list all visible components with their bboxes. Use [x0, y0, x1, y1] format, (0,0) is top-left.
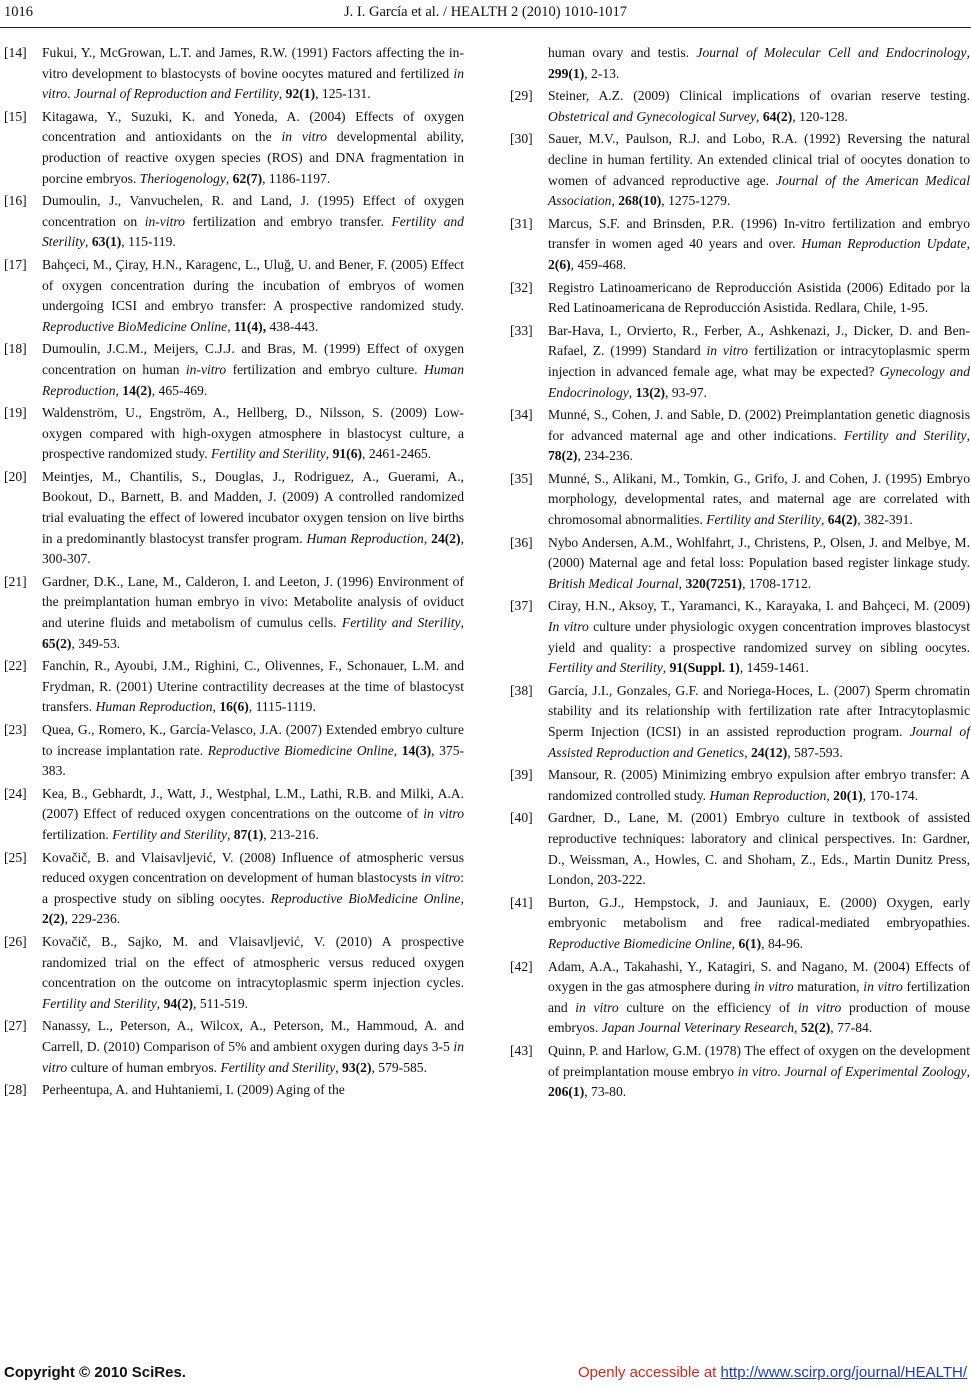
- italic-text: British Medical Journal: [548, 575, 679, 591]
- bold-text: 64(2): [827, 512, 858, 528]
- journal-link[interactable]: http://www.scirp.org/journal/HEALTH/: [720, 1364, 967, 1381]
- reference-text: [548, 45, 970, 81]
- plain-text: human ovary and testis.: [548, 45, 697, 60]
- plain-text: Kovačič, B. and Vlaisavljević, V. (2008) Influence of atmospheric versus reduced oxygen concentration on development of human blastocysts: [42, 849, 464, 886]
- plain-text: , 375-383.: [42, 742, 465, 779]
- italic-text: Journal of Assisted Reproduction and Genetics: [548, 724, 971, 760]
- italic-text: Human Reproduction: [709, 787, 827, 803]
- plain-text: culture of human embryos.: [67, 1059, 221, 1075]
- bold-text: 24(2): [431, 530, 461, 546]
- reference-text: [548, 535, 970, 591]
- italic-text: Reproductive BioMedicine Online: [42, 318, 228, 334]
- reference-number: [26]: [4, 933, 27, 949]
- bold-text: 13(2): [635, 384, 666, 400]
- reference-number: [20]: [4, 468, 27, 484]
- reference-entry: [510, 765, 970, 806]
- italic-text: Japan Journal Veterinary Research: [601, 1020, 795, 1036]
- italic-text: in vitro: [706, 343, 749, 359]
- reference-text: [548, 323, 970, 400]
- reference-entry: [510, 321, 970, 403]
- plain-text: culture on the efficiency of: [618, 999, 798, 1015]
- plain-text: Gardner, D.K., Lane, M., Calderon, I. and Leeton, J. (1996) Environment of the preimplantation human embryo in vivo: Metabolite analysis of oviduct and uterine fluids and metabolism of cumulus cells.: [42, 573, 464, 631]
- plain-text: , 579-585.: [371, 1059, 427, 1075]
- plain-text: ,: [628, 384, 636, 400]
- reference-entry: [510, 957, 970, 1039]
- reference-number: [43]: [510, 1042, 533, 1058]
- plain-text: ,: [966, 45, 970, 60]
- reference-entry: [4, 848, 464, 930]
- plain-text: , 1115-1119.: [248, 699, 316, 715]
- plain-text: Adam, A.A., Takahashi, Y., Katagiri, S. and Nagano, M. (2004) Effects of oxygen in the gas atmosphere during: [548, 958, 970, 995]
- plain-text: ,: [460, 890, 464, 906]
- plain-text: Dumoulin, J.C.M., Meijers, C.J.J. and Bras, M. (1999) Effect of oxygen concentration on human: [42, 341, 464, 377]
- plain-text: fertilization and: [548, 979, 970, 1015]
- bold-text: 268(10): [618, 193, 662, 209]
- plain-text: ,: [611, 193, 619, 209]
- plain-text: , 213-216.: [263, 826, 319, 842]
- plain-text: Quea, G., Romero, K., García-Velasco, J.A. (2007) Extended embryo culture to increase implantation rate.: [42, 722, 464, 758]
- reference-entry: [510, 893, 970, 955]
- reference-entry: [510, 469, 970, 531]
- reference-entry: [4, 43, 464, 105]
- plain-text: fertilization.: [42, 826, 113, 842]
- plain-text: fertilization or intracytoplasmic sperm injection in advanced female age, what may be expected?: [548, 343, 970, 379]
- reference-text: [548, 471, 970, 527]
- reference-entry: [4, 1016, 464, 1078]
- reference-entry: [510, 596, 970, 678]
- plain-text: , 465-469.: [151, 382, 208, 398]
- reference-entry: [510, 278, 970, 319]
- page-number: 1016: [4, 4, 33, 20]
- reference-number: [41]: [510, 894, 533, 910]
- plain-text: fertilization and embryo transfer.: [184, 213, 392, 229]
- plain-text: Kitagawa, Y., Suzuki, K. and Yoneda, A. (2004) Effects of oxygen concentration and antioxidants on the: [42, 108, 464, 145]
- bold-text: 52(2): [800, 1020, 831, 1036]
- plain-text: Dumoulin, J., Vanvuchelen, R. and Land, J. (1995) Effect of oxygen concentration on: [42, 193, 464, 229]
- italic-text: Human Reproduction: [306, 530, 424, 546]
- reference-text: [42, 1082, 345, 1097]
- plain-text: , 234-236.: [577, 448, 633, 464]
- plain-text: ,: [423, 530, 432, 546]
- reference-entry: [4, 572, 464, 654]
- plain-text: , 73-80.: [584, 1084, 627, 1100]
- reference-text: [42, 45, 464, 101]
- reference-text: [548, 280, 970, 316]
- plain-text: , 1459-1461.: [739, 660, 809, 676]
- reference-text: [548, 683, 970, 760]
- italic-text: in vitro: [797, 999, 842, 1015]
- access-text: Openly accessible at: [577, 1364, 721, 1381]
- plain-text: , 229-236.: [64, 911, 121, 927]
- plain-text: ,: [662, 660, 670, 676]
- plain-text: Perheentupa, A. and Huhtaniemi, I. (2009) Aging of the: [42, 1082, 345, 1098]
- reference-text: [42, 658, 464, 714]
- reference-number: [28]: [4, 1082, 27, 1098]
- plain-text: production of mouse embryos.: [548, 999, 970, 1036]
- running-title: J. I. García et al. / HEALTH 2 (2010) 1010-1017: [344, 4, 627, 20]
- reference-text: [548, 895, 970, 951]
- bold-text: 78(2): [548, 448, 578, 464]
- references-left-column: [4, 43, 464, 1103]
- italic-text: Fertility and Sterility: [341, 615, 461, 631]
- plain-text: ,: [756, 108, 763, 124]
- plain-text: , 459-468.: [570, 256, 627, 272]
- plain-text: , 1708-1712.: [742, 575, 812, 591]
- reference-text: [42, 786, 464, 842]
- reference-number: [30]: [510, 131, 533, 147]
- plain-text: Bahçeci, M., Çiray, H.N., Karagenc, L., Uluğ, U. and Bener, F. (2005) Effect of oxygen concentration during the incubation of embryos of women undergoing ICSI and embryo transfer: A prospective randomized study.: [42, 256, 464, 314]
- italic-text: Fertility and Sterility: [42, 213, 464, 250]
- bold-text: 20(1): [833, 787, 863, 803]
- plain-text: ,: [325, 446, 333, 462]
- italic-text: Fertility and Sterility: [211, 446, 326, 462]
- plain-text: , 2-13.: [584, 65, 620, 81]
- reference-text: [548, 407, 970, 463]
- plain-text: Gardner, D., Lane, M. (2001) Embryo culture in textbook of assisted reproductive techniques: laboratory and clinical perspectives. In: Gardner, D., Weissman, A., Howles, C. and Shoham, Z., Eds., Martin Dunitz Press, London, 203-222.: [548, 810, 970, 888]
- reference-entry: [510, 533, 970, 595]
- italic-text: Reproductive BioMedicine Online: [270, 890, 461, 906]
- bold-text: 91(6): [332, 446, 363, 462]
- reference-number: [18]: [4, 341, 27, 357]
- italic-text: Journal of the American Medical Association: [548, 172, 970, 209]
- plain-text: Fanchin, R., Ayoubi, J.M., Righini, C., Olivennes, F., Schonauer, L.M. and Frydman, R. (2001) Uterine contractility decreases at the time of blastocyst transfers.: [42, 658, 464, 715]
- plain-text: ,: [85, 234, 92, 250]
- plain-text: .: [777, 1063, 785, 1079]
- italic-text: Human Reproduction: [95, 699, 213, 715]
- plain-text: ,: [393, 742, 402, 758]
- reference-number: [29]: [510, 88, 533, 104]
- reference-entry: [4, 255, 464, 337]
- plain-text: ,: [278, 86, 286, 102]
- plain-text: .: [67, 86, 74, 102]
- reference-entry: [4, 467, 464, 570]
- plain-text: ,: [794, 1020, 801, 1036]
- reference-number: [31]: [510, 215, 533, 231]
- bold-text: 299(1): [548, 65, 585, 81]
- plain-text: ,: [966, 236, 970, 252]
- italic-text: in vitro: [423, 806, 464, 822]
- reference-text: [548, 216, 970, 272]
- italic-text: in-vitro: [185, 361, 227, 377]
- reference-text: [548, 959, 970, 1036]
- reference-entry: [4, 107, 464, 189]
- plain-text: Meintjes, M., Chantilis, S., Douglas, J., Rodriguez, A., Guerami, A., Bookout, D., Barnett, B. and Madden, J. (2009) A controlled randomized trial evaluating the effect of lowered incubator oxygen tension on live births in a predominantly blastocyst transfer program.: [42, 468, 464, 546]
- italic-text: in vitro: [420, 870, 461, 886]
- bold-text: 320(7251): [685, 575, 743, 591]
- reference-number: [27]: [4, 1018, 27, 1034]
- reference-entry: [4, 932, 464, 1014]
- plain-text: ,: [966, 427, 970, 443]
- plain-text: , 300-307.: [42, 530, 464, 567]
- bold-text: 63(1): [91, 234, 122, 250]
- plain-text: Bar-Hava, I., Orvierto, R., Ferber, A., Ashkenazi, J., Dicker, D. and Ben-Rafael, Z. (1999) Standard: [548, 322, 970, 359]
- access-notice: [578, 1364, 967, 1381]
- bold-text: 94(2): [163, 995, 194, 1011]
- reference-number: [17]: [4, 256, 27, 272]
- reference-entry: [510, 1041, 970, 1103]
- plain-text: ,: [678, 575, 686, 591]
- reference-text: [42, 574, 464, 651]
- reference-text: [42, 934, 464, 1011]
- italic-text: Fertility and Sterility: [42, 995, 157, 1011]
- reference-text: [42, 1018, 464, 1074]
- plain-text: , 125-131.: [315, 86, 371, 102]
- plain-text: 438-443.: [266, 318, 319, 334]
- plain-text: Fukui, Y., McGrowan, L.T. and James, R.W. (1991) Factors affecting the in-vitro development to blastocysts of bovine oocytes matured and fertilized: [42, 45, 464, 81]
- reference-entry: [4, 656, 464, 718]
- plain-text: Kovačič, B., Sajko, M. and Vlaisavljević, V. (2010) A prospective randomized trial on the effect of atmospheric versus reduced oxygen concentration on the outcome on intracytoplasmic sperm injection cycles.: [42, 933, 464, 991]
- plain-text: , 77-84.: [830, 1020, 873, 1036]
- reference-text: [548, 767, 970, 803]
- plain-text: , 170-174.: [862, 787, 919, 803]
- reference-text: [548, 1043, 970, 1099]
- reference-text: [42, 405, 464, 461]
- reference-entry: [4, 784, 464, 846]
- reference-number: [37]: [510, 598, 533, 614]
- reference-text: [548, 598, 970, 675]
- reference-entry: [510, 681, 970, 763]
- italic-text: Gynecology and Endocrinology: [548, 363, 970, 400]
- italic-text: Fertility and Sterility: [706, 512, 821, 528]
- bold-text: 2(6): [548, 256, 571, 272]
- plain-text: , 120-128.: [792, 108, 848, 124]
- bold-text: 11(4),: [234, 318, 267, 334]
- plain-text: culture under physiologic oxygen concentration improves blastocyst yield and quality: a prospective randomized survey on sibling oocytes.: [548, 619, 970, 655]
- plain-text: ,: [212, 699, 220, 715]
- reference-entry: [510, 86, 970, 127]
- bold-text: 93(2): [342, 1059, 372, 1075]
- plain-text: , 115-119.: [121, 234, 176, 250]
- bold-text: 64(2): [762, 108, 793, 124]
- reference-text: [42, 469, 464, 566]
- plain-text: Munné, S., Cohen, J. and Sable, D. (2002) Preimplantation genetic diagnosis for advanced maternal age and other indications.: [548, 407, 970, 443]
- italic-text: Reproductive Biomedicine Online: [207, 742, 394, 758]
- reference-entry: [510, 214, 970, 276]
- reference-text: [548, 131, 970, 208]
- reference-entry: [4, 1080, 464, 1101]
- italic-text: in vitro: [42, 1038, 464, 1075]
- plain-text: ,: [156, 995, 164, 1011]
- plain-text: , 93-97.: [665, 384, 707, 400]
- reference-entry: [510, 129, 970, 211]
- italic-text: in vitro: [42, 65, 464, 102]
- reference-number: [39]: [510, 767, 533, 783]
- italic-text: Fertility and Sterility: [843, 427, 967, 443]
- plain-text: ,: [335, 1059, 343, 1075]
- reference-text: [42, 722, 464, 778]
- page-footer: [0, 1364, 971, 1386]
- plain-text: , 84-96.: [761, 935, 804, 951]
- plain-text: : a prospective study on sibling oocytes.: [42, 870, 464, 906]
- reference-number: [16]: [4, 193, 27, 209]
- italic-text: in-vitro: [144, 213, 185, 229]
- reference-number: [35]: [510, 470, 533, 486]
- italic-text: Human Reproduction Update: [801, 236, 967, 252]
- reference-entry: [4, 403, 464, 465]
- bold-text: 206(1): [548, 1084, 585, 1100]
- reference-text: [42, 341, 464, 397]
- plain-text: ,: [826, 787, 834, 803]
- plain-text: , 587-593.: [787, 744, 843, 760]
- reference-number: [32]: [510, 279, 533, 295]
- copyright-notice: Copyright © 2010 SciRes.: [4, 1364, 186, 1381]
- bold-text: 62(7): [232, 170, 263, 186]
- italic-text: Journal of Reproduction and Fertility: [73, 86, 279, 102]
- italic-text: Obstetrical and Gynecological Survey: [548, 108, 757, 124]
- italic-text: in vitro: [281, 129, 328, 145]
- reference-text: [548, 810, 970, 887]
- plain-text: Nybo Andersen, A.M., Wohlfahrt, J., Christens, P., Olsen, J. and Melbye, M. (2000) Maternal age and fetal loss: Population based register linkage study.: [548, 534, 970, 571]
- plain-text: Mansour, R. (2005) Minimizing embryo expulsion after embryo transfer: A randomized controlled study.: [548, 767, 970, 803]
- reference-number: [38]: [510, 682, 533, 698]
- plain-text: , 511-519.: [193, 995, 249, 1011]
- plain-text: García, J.I., Gonzales, G.F. and Noriega-Hoces, L. (2007) Sperm chromatin stability and its relationship with fertilization rate after Intracytoplasmic Sperm Injection (ICSI) in an assisted reproduction program.: [548, 682, 970, 739]
- reference-number: [40]: [510, 810, 533, 826]
- plain-text: , 382-391.: [857, 512, 913, 528]
- bold-text: 6(1): [738, 935, 762, 951]
- reference-text: [42, 257, 464, 334]
- plain-text: Waldenström, U., Engström, A., Hellberg, D., Nilsson, S. (2009) Low-oxygen compared with high-oxygen atmosphere in blastocyst culture, a prospective randomized study.: [42, 405, 464, 462]
- plain-text: ,: [820, 512, 828, 528]
- reference-text: [42, 109, 464, 186]
- reference-number: [19]: [4, 405, 27, 421]
- bold-text: 14(2): [122, 382, 152, 398]
- plain-text: , 349-53.: [71, 635, 121, 651]
- bold-text: 16(6): [219, 699, 249, 715]
- bold-text: 92(1): [285, 86, 316, 102]
- plain-text: , 2461-2465.: [362, 446, 432, 462]
- plain-text: ,: [225, 170, 233, 186]
- reference-text: [548, 88, 970, 124]
- italic-text: Fertility and Sterility: [548, 660, 663, 676]
- italic-text: in vitro: [863, 979, 903, 995]
- plain-text: fertilization and embryo culture.: [226, 361, 424, 377]
- italic-text: In vitro: [548, 619, 589, 635]
- plain-text: Quinn, P. and Harlow, G.M. (1978) The effect of oxygen on the development of preimplantation mouse embryo: [548, 1042, 970, 1079]
- italic-text: Theriogenology: [139, 170, 226, 186]
- plain-text: ,: [731, 935, 739, 951]
- reference-entry: [4, 339, 464, 401]
- reference-text: [42, 850, 464, 927]
- bold-text: 14(3): [401, 742, 432, 758]
- plain-text: ,: [115, 382, 123, 398]
- plain-text: ,: [744, 744, 751, 760]
- plain-text: Nanassy, L., Peterson, A., Wilcox, A., Peterson, M., Hammoud, A. and Carrell, D. (2010) Comparison of 5% and ambient oxygen during days 3-5: [42, 1018, 464, 1054]
- bold-text: 91(Suppl. 1): [669, 660, 740, 676]
- header-rule: [0, 27, 971, 28]
- plain-text: Munné, S., Alikani, M., Tomkin, G., Grifo, J. and Cohen, J. (1995) Embryo morphology, developmental rates, and maternal age are correlated with chromosomal abnormalities.: [548, 470, 970, 528]
- bold-text: 65(2): [42, 635, 72, 651]
- plain-text: ,: [966, 1063, 970, 1079]
- plain-text: ,: [460, 615, 464, 631]
- bold-text: 2(2): [42, 911, 65, 927]
- italic-text: Fertility and Sterility: [220, 1059, 336, 1075]
- reference-number: [23]: [4, 722, 27, 737]
- plain-text: , 1275-1279.: [661, 193, 731, 209]
- reference-number: [42]: [510, 958, 533, 974]
- bold-text: 87(1): [233, 826, 264, 842]
- plain-text: maturation,: [793, 979, 864, 995]
- reference-number: [33]: [510, 322, 533, 338]
- reference-number: [36]: [510, 534, 533, 550]
- reference-entry: [510, 43, 970, 84]
- plain-text: Registro Latinoamericano de Reproducción Asistida (2006) Editado por la Red Latinoamericana de Reproducción Asistida. Redlara, Chile, 1-95.: [548, 279, 970, 316]
- reference-number: [15]: [4, 108, 27, 124]
- reference-number: [14]: [4, 45, 27, 60]
- bold-text: 24(12): [751, 744, 788, 760]
- reference-text: [42, 193, 464, 249]
- reference-number: [22]: [4, 658, 27, 674]
- plain-text: Kea, B., Gebhardt, J., Watt, J., Westphal, L.M., Lathi, R.B. and Milki, A.A. (2007) Effect of reduced oxygen concentrations on the outcome of: [42, 785, 464, 822]
- plain-text: Steiner, A.Z. (2009) Clinical implications of ovarian reserve testing.: [548, 88, 970, 104]
- italic-text: in vitro: [737, 1063, 778, 1079]
- italic-text: Journal of Molecular Cell and Endocrinology: [696, 45, 967, 60]
- plain-text: ,: [227, 318, 235, 334]
- page-header: [0, 4, 971, 26]
- reference-number: [25]: [4, 849, 27, 865]
- plain-text: developmental ability, production of reactive oxygen species (ROS) and DNA fragmentation in porcine embryos.: [42, 129, 464, 186]
- plain-text: Marcus, S.F. and Brinsden, P.R. (1996) In-vitro fertilization and embryo transfer in women aged 40 years and over.: [548, 215, 970, 252]
- reference-number: [34]: [510, 407, 533, 423]
- reference-entry: [510, 405, 970, 467]
- plain-text: Burton, G.J., Hempstock, J. and Jauniaux, E. (2000) Oxygen, early embryonic metabolism and free radical-mediated embryopathies.: [548, 894, 970, 931]
- plain-text: , 1186-1197.: [262, 170, 331, 186]
- italic-text: in vitro: [575, 999, 619, 1015]
- reference-entry: [510, 808, 970, 890]
- reference-entry: [4, 720, 464, 782]
- italic-text: Fertility and Sterility: [112, 826, 227, 842]
- italic-text: in vitro: [754, 979, 794, 995]
- plain-text: Ciray, H.N., Aksoy, T., Yaramanci, K., Karayaka, I. and Bahçeci, M. (2009): [548, 598, 970, 614]
- italic-text: Human Reproduction: [42, 361, 465, 398]
- plain-text: ,: [227, 826, 234, 842]
- reference-number: [24]: [4, 785, 27, 801]
- references-right-column: [510, 43, 970, 1105]
- italic-text: Reproductive Biomedicine Online: [548, 935, 732, 951]
- reference-entry: [4, 191, 464, 253]
- italic-text: Journal of Experimental Zoology: [784, 1063, 967, 1079]
- plain-text: Sauer, M.V., Paulson, R.J. and Lobo, R.A. (1992) Reversing the natural decline in human fertility. An extended clinical trial of oocytes donation to women of advanced reproductive age.: [548, 131, 970, 188]
- reference-number: [21]: [4, 573, 27, 589]
